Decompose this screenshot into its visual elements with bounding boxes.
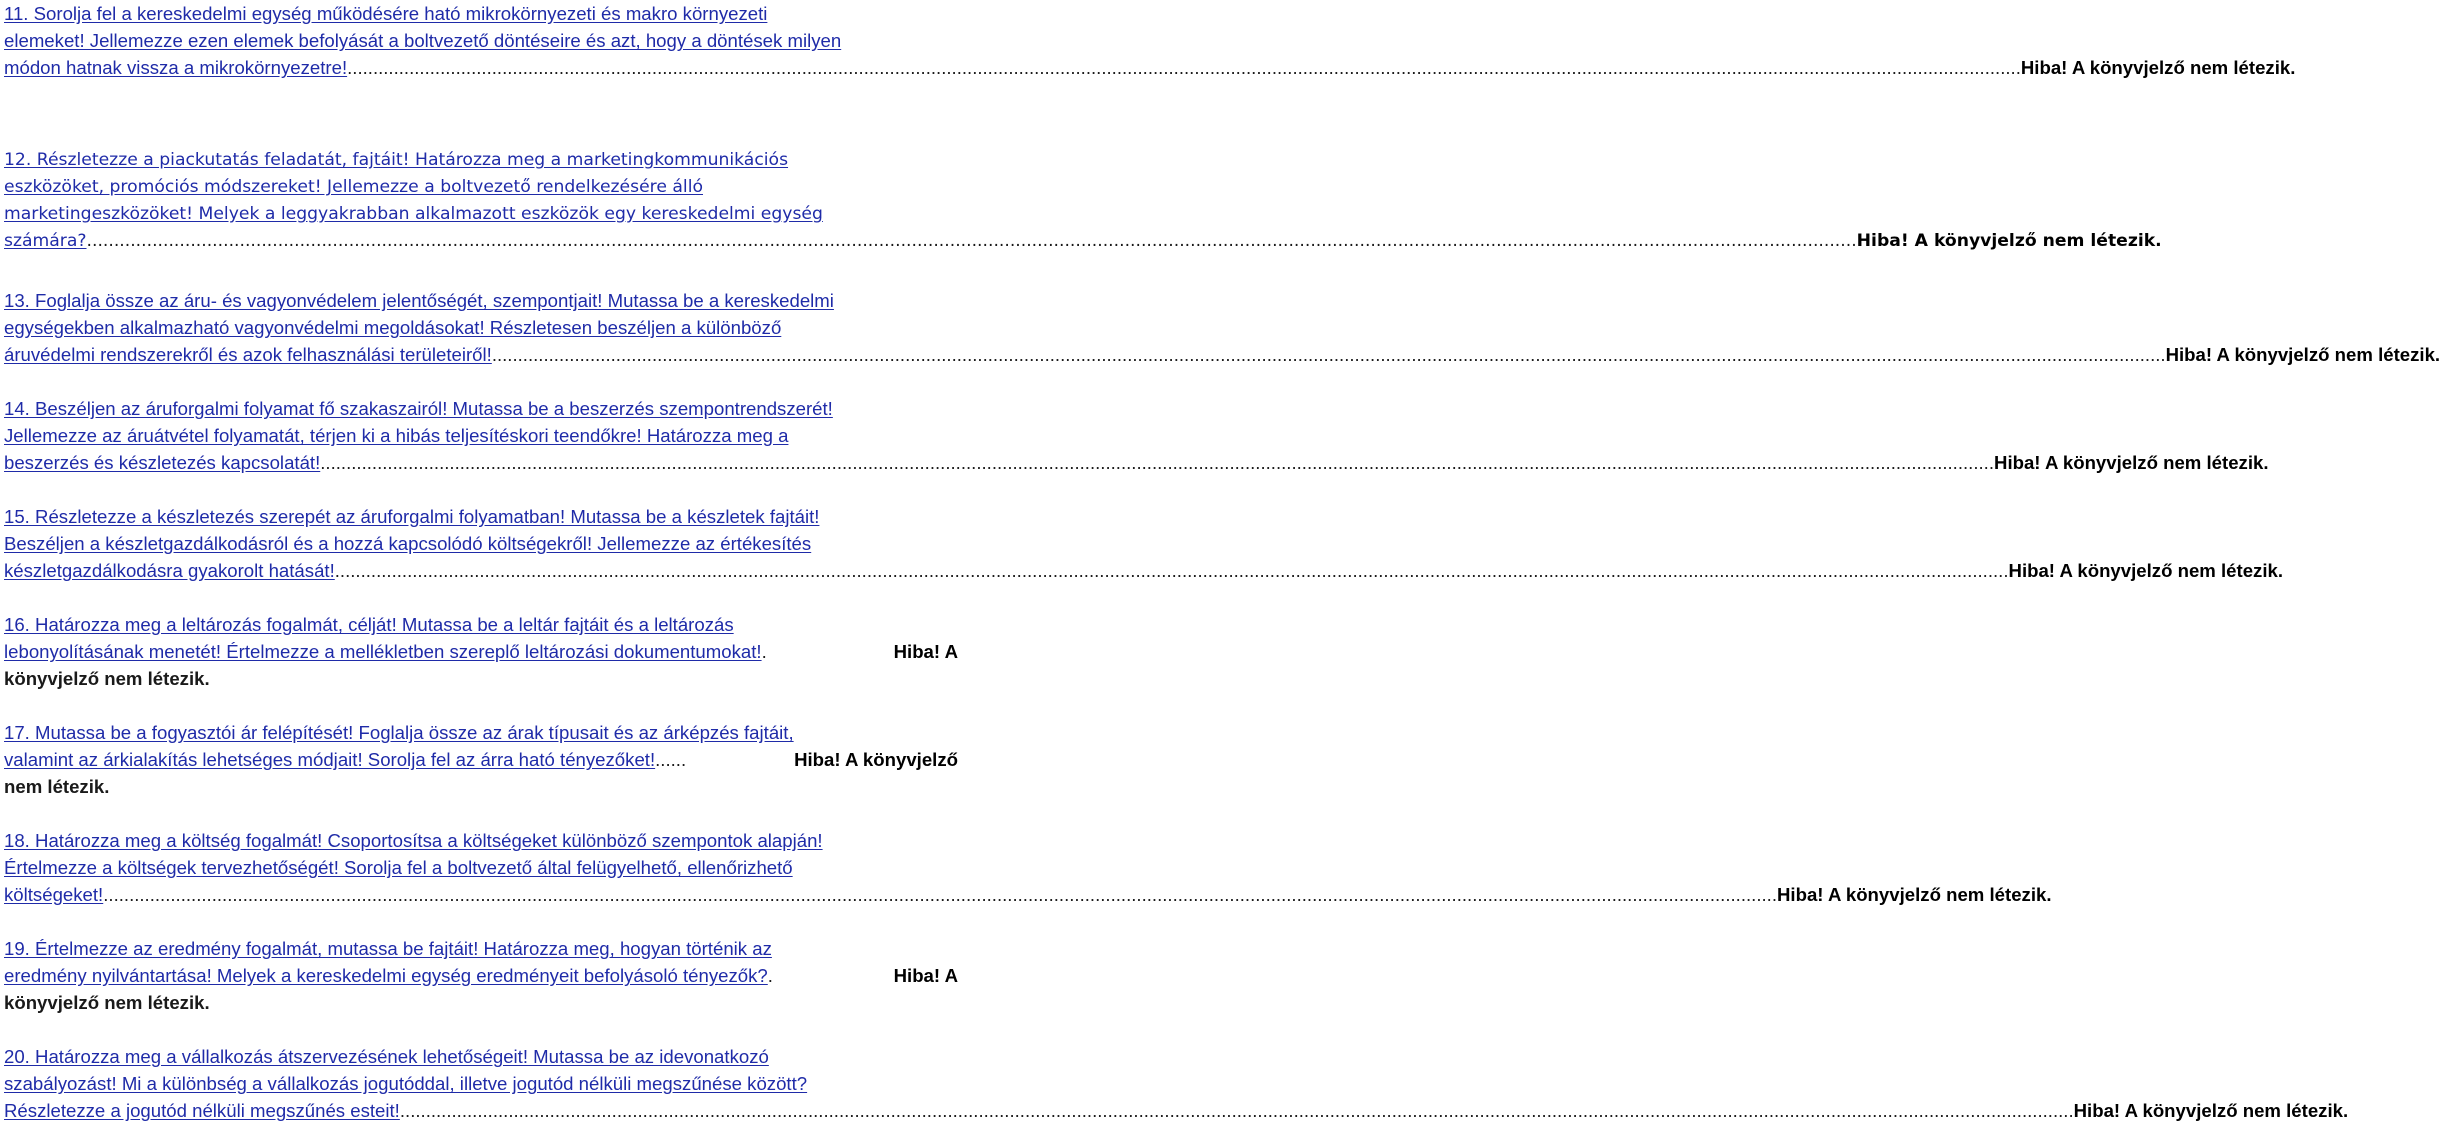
- toc-link-14-line-2[interactable]: Jellemezze az áruátvétel folyamatát, térjen ki a hibás teljesítéskori teendőkre! Határozza meg a: [4, 425, 789, 446]
- bookmark-error: Hiba! A könyvjelző: [794, 749, 958, 770]
- bookmark-error: Hiba! A könyvjelző nem létezik.: [1994, 452, 2269, 473]
- toc-link-17-line-1[interactable]: 17. Mutassa be a fogyasztói ár felépítését! Foglalja össze az árak típusait és az árképzés fajtáit,: [4, 722, 794, 743]
- toc-entry-14: [4, 395, 2269, 476]
- toc-link-18-line-2[interactable]: Értelmezze a költségek tervezhetőségét! Sorolja fel a boltvezető által felügyelhető, ellenőrizhető: [4, 857, 793, 878]
- toc-link-14-line-1[interactable]: 14. Beszéljen az áruforgalmi folyamat fő szakaszairól! Mutassa be a beszerzés szempontrendszerét!: [4, 398, 833, 419]
- toc-line-12-last: [4, 228, 2162, 255]
- toc-entry-17: [4, 719, 958, 800]
- toc-link-20-line-2[interactable]: szabályozást! Mi a különbség a vállalkozás jogutóddal, illetve jogutód nélküli megszűnése között?: [4, 1073, 808, 1094]
- toc-link-11-line-1[interactable]: 11. Sorolja fel a kereskedelmi egység működésére ható mikrokörnyezeti és makro környezeti: [4, 3, 768, 24]
- toc-link-17-line-2[interactable]: valamint az árkialakítás lehetséges módjait! Sorolja fel az árra ható tényezőket!: [4, 749, 656, 770]
- toc-line-20-last: [4, 1097, 2349, 1124]
- bookmark-error: Hiba! A könyvjelző nem létezik.: [1856, 231, 2162, 251]
- toc-entry-19: [4, 935, 958, 1016]
- toc-link-18-line-3[interactable]: költségeket!: [4, 884, 104, 905]
- dot-leader: ....................................................................................................................................................................................................................................................................................................................................: [347, 57, 2021, 78]
- bookmark-error: Hiba! A könyvjelző nem létezik.: [1777, 884, 2052, 905]
- toc-link-18-line-1[interactable]: 18. Határozza meg a költség fogalmát! Csoportosítsa a költségeket különböző szempontok alapján!: [4, 830, 823, 851]
- toc-link-13-line-1[interactable]: 13. Foglalja össze az áru- és vagyonvédelem jelentőségét, szempontjait! Mutassa be a kereskedelmi: [4, 290, 834, 311]
- toc-link-12-line-2[interactable]: eszközöket, promóciós módszereket! Jellemezze a boltvezető rendelkezésére álló: [4, 177, 703, 197]
- dot-leader: ....................................................................................................................................................................................................................................................................................................................................: [86, 231, 1857, 251]
- dot-leader: ....................................................................................................................................................................................................................................................................................................................................: [103, 884, 1777, 905]
- toc-link-16-line-1[interactable]: 16. Határozza meg a leltározás fogalmát, célját! Mutassa be a leltár fajtáit és a leltározás: [4, 614, 734, 635]
- dot-leader: ....................................................................................................................................................................................................................................................................................................................................: [399, 1100, 2074, 1121]
- toc-line-15-last: [4, 557, 2284, 584]
- dot-leader: ....................................................................................................................................................................................................................................................................................................................................: [320, 452, 1995, 473]
- toc-line-16-second: [4, 638, 958, 665]
- toc-link-19-line-2[interactable]: eredmény nyilvántartása! Melyek a kereskedelmi egység eredményeit befolyásoló tényezők?: [4, 965, 768, 986]
- dot-leader: .: [767, 965, 773, 986]
- bookmark-error: Hiba! A: [893, 641, 958, 662]
- bookmark-error: Hiba! A könyvjelző nem létezik.: [2020, 57, 2296, 78]
- toc-link-20-line-3[interactable]: Részletezze a jogutód nélküli megszűnés esteit!: [4, 1100, 400, 1121]
- toc-line-19-second: [4, 962, 958, 989]
- toc-line-13-last: [4, 341, 2440, 368]
- toc-line-14-last: [4, 449, 2269, 476]
- dot-leader: ....................................................................................................................................................................................................................................................................................................................................: [491, 344, 2166, 365]
- bookmark-error-continued: nem létezik.: [4, 776, 110, 797]
- toc-entry-13: [4, 287, 2440, 368]
- bookmark-error: Hiba! A könyvjelző nem létezik.: [2008, 560, 2284, 581]
- bookmark-error: Hiba! A könyvjelző nem létezik.: [2165, 344, 2440, 365]
- bookmark-error: Hiba! A könyvjelző nem létezik.: [2073, 1100, 2349, 1121]
- toc-link-15-line-1[interactable]: 15. Részletezze a készletezés szerepét az áruforgalmi folyamatban! Mutassa be a készletek fajtáit!: [4, 506, 820, 527]
- toc-entry-16: [4, 611, 958, 692]
- toc-link-12-line-3[interactable]: marketingeszközöket! Melyek a leggyakrabban alkalmazott eszközök egy kereskedelmi egység: [4, 204, 823, 224]
- toc-link-13-line-2[interactable]: egységekben alkalmazható vagyonvédelmi megoldásokat! Részletesen beszéljen a különböző: [4, 317, 782, 338]
- toc-line-17-second: [4, 746, 958, 773]
- toc-link-11-line-2[interactable]: elemeket! Jellemezze ezen elemek befolyását a boltvezető döntéseire és azt, hogy a döntések milyen: [4, 30, 842, 51]
- toc-link-15-line-3[interactable]: készletgazdálkodásra gyakorolt hatását!: [4, 560, 335, 581]
- bookmark-error: Hiba! A: [893, 965, 958, 986]
- toc-link-19-line-1[interactable]: 19. Értelmezze az eredmény fogalmát, mutassa be fajtáit! Határozza meg, hogyan történik az: [4, 938, 772, 959]
- toc-entry-15: [4, 503, 2284, 584]
- toc-line-18-last: [4, 881, 2052, 908]
- toc-entry-20: [4, 1043, 2349, 1124]
- toc-entry-18: [4, 827, 2052, 908]
- toc-entry-11: [4, 0, 2296, 81]
- toc-link-12-line-4[interactable]: számára?: [4, 231, 87, 251]
- toc-line-11-last: [4, 54, 2296, 81]
- toc-link-14-line-3[interactable]: beszerzés és készletezés kapcsolatát!: [4, 452, 321, 473]
- toc-link-20-line-1[interactable]: 20. Határozza meg a vállalkozás átszervezésének lehetőségeit! Mutassa be az idevonatkozó: [4, 1046, 769, 1067]
- dot-leader: ......: [655, 749, 687, 770]
- toc-link-11-line-3[interactable]: módon hatnak vissza a mikrokörnyezetre!: [4, 57, 348, 78]
- dot-leader: ....................................................................................................................................................................................................................................................................................................................................: [334, 560, 2009, 581]
- toc-link-13-line-3[interactable]: áruvédelmi rendszerekről és azok felhasználási területeiről!: [4, 344, 492, 365]
- toc-link-16-line-2[interactable]: lebonyolításának menetét! Értelmezze a mellékletben szereplő leltározási dokumentumokat!: [4, 641, 762, 662]
- toc-link-12-line-1[interactable]: 12. Részletezze a piackutatás feladatát, fajtáit! Határozza meg a marketingkommunikációs: [4, 150, 789, 170]
- toc-entry-12: [4, 147, 2162, 255]
- bookmark-error-continued: könyvjelző nem létezik.: [4, 992, 210, 1013]
- dot-leader: .: [761, 641, 767, 662]
- bookmark-error-continued: könyvjelző nem létezik.: [4, 668, 210, 689]
- toc-link-15-line-2[interactable]: Beszéljen a készletgazdálkodásról és a hozzá kapcsolódó költségekről! Jellemezze az értékesítés: [4, 533, 812, 554]
